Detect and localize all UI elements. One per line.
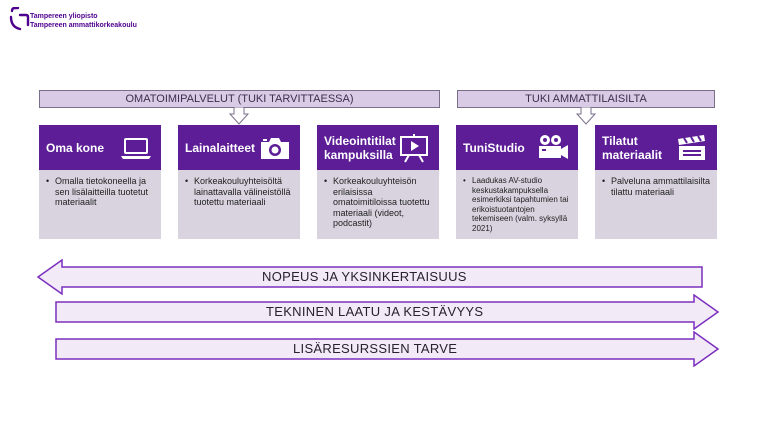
card-body: [595, 170, 717, 239]
banner-down-arrow-left-icon: [229, 107, 249, 125]
card-bullet: • Omalla tietokoneella ja sen lisälaitteilla tuotetut materiaalit: [55, 176, 155, 208]
card-title: Lainalaitteet: [185, 140, 256, 155]
professional-support-banner-label: TUKI AMMATTILAISILTA: [525, 93, 647, 105]
logo-line-2: Tampereen ammattikorkeakoulu: [30, 22, 137, 29]
card-body: [317, 170, 439, 239]
card-title: Oma kone: [46, 140, 105, 155]
card-title: Videointitilat kampuksilla: [324, 133, 396, 162]
card-header: [178, 125, 300, 170]
additional-resources-label: LISÄRESURSSIEN TARVE: [293, 341, 458, 356]
speed-simplicity-label: NOPEUS JA YKSINKERTAISUUS: [262, 269, 467, 284]
card-bullet: • Palveluna ammattilaisilta tilattu materiaali: [611, 176, 711, 197]
card-lainalaitteet: [178, 125, 300, 239]
card-bullet: • Laadukas AV-studio keskustakampuksella esimerkiksi tapahtumien tai erikoistuotantojen tekemiseen (valm. syksyllä 2021): [472, 176, 572, 233]
card-header: [595, 125, 717, 170]
banner-down-arrow-right-icon: [576, 107, 596, 125]
card-title: TuniStudio: [463, 140, 525, 155]
self-service-banner: [39, 90, 440, 108]
card-header: [39, 125, 161, 170]
card-body: [39, 170, 161, 239]
card-header: [456, 125, 578, 170]
card-header: [317, 125, 439, 170]
logo-text: [30, 12, 137, 30]
self-service-banner-label: OMATOIMIPALVELUT (TUKI TARVITTAESSA): [125, 93, 354, 105]
video-camera-icon: [536, 133, 570, 163]
card-tunistudio: [456, 125, 578, 239]
card-bullet: • Korkeakouluyhteisöltä lainattavalla välineistöllä tuotettu materiaali: [194, 176, 294, 208]
university-logo-icon: [8, 7, 30, 35]
card-body: [178, 170, 300, 239]
card-oma-kone: [39, 125, 161, 239]
professional-support-banner: [457, 90, 715, 108]
laptop-icon: [119, 133, 153, 163]
card-title: Tilatut materiaalit: [602, 133, 663, 162]
projector-screen-icon: [397, 133, 431, 163]
card-videointitilat: [317, 125, 439, 239]
card-tilatut-materiaalit: [595, 125, 717, 239]
camera-icon: [258, 133, 292, 163]
technical-quality-label: TEKNINEN LAATU JA KESTÄVYYS: [266, 304, 484, 319]
clapperboard-icon: [675, 133, 709, 163]
logo-line-1: Tampereen yliopisto: [30, 13, 98, 20]
card-bullet: • Korkeakouluyhteisön erilaisissa omatoimitiloissa tuotettu materiaali (videot, podcastit): [333, 176, 433, 229]
card-body: [456, 170, 578, 239]
